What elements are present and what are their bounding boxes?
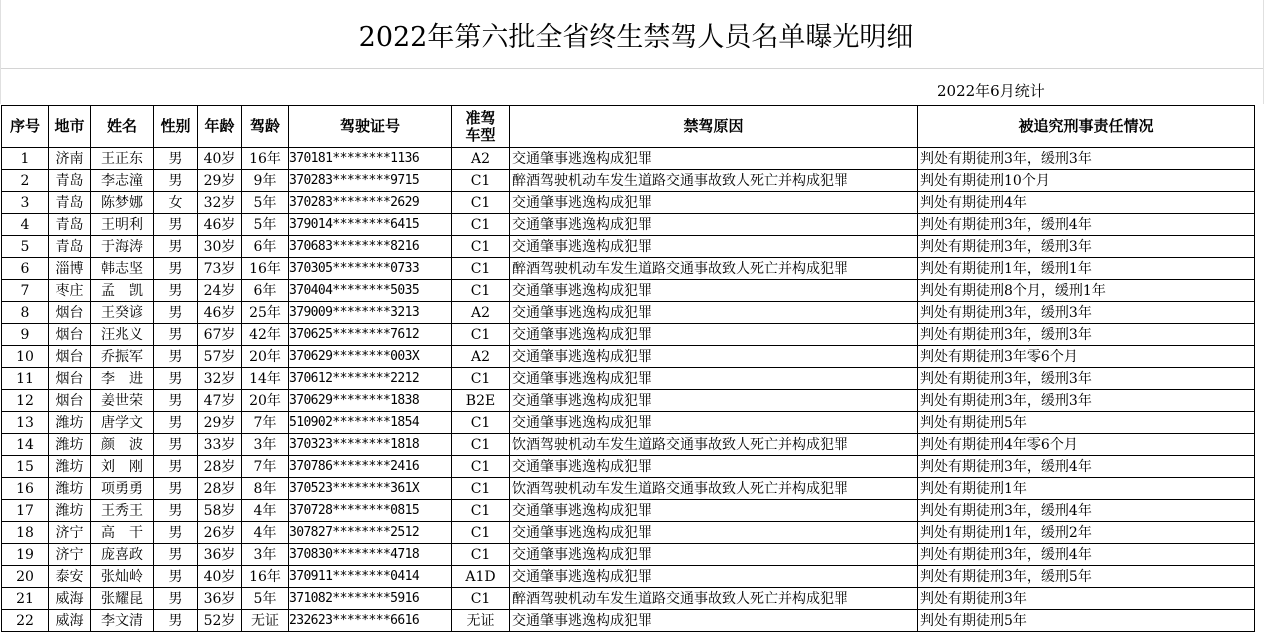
- cell-gender: 男: [154, 456, 198, 478]
- cell-name: 陈梦娜: [91, 192, 154, 214]
- cell-criminal-liability: 判处有期徒刑3年，缓刑4年: [918, 214, 1255, 236]
- cell-criminal-liability: 判处有期徒刑3年，缓刑3年: [918, 368, 1255, 390]
- cell-driving-years: 25年: [242, 302, 289, 324]
- cell-seq: 13: [2, 412, 49, 434]
- stat-note: 2022年6月统计: [937, 82, 1045, 100]
- cell-vehicle-class: A2: [452, 302, 510, 324]
- cell-ban-reason: 交通肇事逃逸构成犯罪: [510, 522, 918, 544]
- cell-seq: 4: [2, 214, 49, 236]
- cell-gender: 男: [154, 214, 198, 236]
- cell-age: 32岁: [198, 192, 242, 214]
- cell-gender: 男: [154, 588, 198, 610]
- cell-gender: 男: [154, 258, 198, 280]
- cell-driving-years: 14年: [242, 368, 289, 390]
- cell-ban-reason: 醉酒驾驶机动车发生道路交通事故致人死亡并构成犯罪: [510, 258, 918, 280]
- cell-gender: 男: [154, 346, 198, 368]
- table-row: [2, 566, 1255, 588]
- cell-criminal-liability: 判处有期徒刑3年零6个月: [918, 346, 1255, 368]
- cell-criminal-liability: 判处有期徒刑3年，缓刑5年: [918, 566, 1255, 588]
- cell-license-no: 510902********1854: [289, 412, 452, 434]
- cell-driving-years: 9年: [242, 170, 289, 192]
- cell-name: 韩志坚: [91, 258, 154, 280]
- table-row: [2, 368, 1255, 390]
- cell-gender: 男: [154, 236, 198, 258]
- cell-seq: 5: [2, 236, 49, 258]
- cell-city: 青岛: [49, 170, 91, 192]
- cell-vehicle-class: C1: [452, 170, 510, 192]
- cell-ban-reason: 交通肇事逃逸构成犯罪: [510, 412, 918, 434]
- column-header-age: 年龄: [198, 106, 242, 148]
- cell-vehicle-class: B2E: [452, 390, 510, 412]
- cell-seq: 3: [2, 192, 49, 214]
- cell-seq: 1: [2, 148, 49, 170]
- cell-age: 36岁: [198, 588, 242, 610]
- cell-seq: 22: [2, 610, 49, 632]
- cell-name: 庞喜政: [91, 544, 154, 566]
- cell-driving-years: 7年: [242, 456, 289, 478]
- cell-ban-reason: 交通肇事逃逸构成犯罪: [510, 346, 918, 368]
- cell-license-no: 370786********2416: [289, 456, 452, 478]
- table-row: [2, 324, 1255, 346]
- cell-age: 40岁: [198, 566, 242, 588]
- cell-criminal-liability: 判处有期徒刑8个月，缓刑1年: [918, 280, 1255, 302]
- cell-driving-years: 7年: [242, 412, 289, 434]
- table-row: [2, 214, 1255, 236]
- cell-gender: 男: [154, 412, 198, 434]
- cell-name: 王秀王: [91, 500, 154, 522]
- table-row: [2, 302, 1255, 324]
- table-row: [2, 258, 1255, 280]
- cell-vehicle-class: C1: [452, 324, 510, 346]
- table-row: [2, 456, 1255, 478]
- cell-driving-years: 20年: [242, 346, 289, 368]
- cell-seq: 10: [2, 346, 49, 368]
- cell-seq: 8: [2, 302, 49, 324]
- cell-license-no: 370629********003X: [289, 346, 452, 368]
- cell-ban-reason: 醉酒驾驶机动车发生道路交通事故致人死亡并构成犯罪: [510, 170, 918, 192]
- cell-driving-years: 3年: [242, 544, 289, 566]
- cell-gender: 男: [154, 522, 198, 544]
- column-header-gender: 性别: [154, 106, 198, 148]
- cell-vehicle-class: A2: [452, 148, 510, 170]
- cell-seq: 6: [2, 258, 49, 280]
- cell-criminal-liability: 判处有期徒刑3年，缓刑3年: [918, 390, 1255, 412]
- cell-license-no: 370683********8216: [289, 236, 452, 258]
- cell-criminal-liability: 判处有期徒刑4年: [918, 192, 1255, 214]
- cell-city: 青岛: [49, 214, 91, 236]
- cell-age: 67岁: [198, 324, 242, 346]
- cell-seq: 9: [2, 324, 49, 346]
- cell-name: 李志潼: [91, 170, 154, 192]
- column-header-ban-reason: 禁驾原因: [510, 106, 918, 148]
- cell-ban-reason: 交通肇事逃逸构成犯罪: [510, 566, 918, 588]
- cell-name: 李 进: [91, 368, 154, 390]
- cell-criminal-liability: 判处有期徒刑3年，缓刑3年: [918, 324, 1255, 346]
- column-header-vehicle-class: 准驾 车型: [452, 106, 510, 148]
- cell-seq: 11: [2, 368, 49, 390]
- cell-gender: 男: [154, 544, 198, 566]
- table-row: [2, 610, 1255, 632]
- cell-license-no: 307827********2512: [289, 522, 452, 544]
- cell-age: 26岁: [198, 522, 242, 544]
- cell-city: 烟台: [49, 390, 91, 412]
- cell-driving-years: 20年: [242, 390, 289, 412]
- table-row: [2, 280, 1255, 302]
- cell-city: 烟台: [49, 302, 91, 324]
- cell-name: 王癸谚: [91, 302, 154, 324]
- cell-name: 项勇勇: [91, 478, 154, 500]
- cell-age: 46岁: [198, 214, 242, 236]
- column-header-name: 姓名: [91, 106, 154, 148]
- cell-license-no: 370728********0815: [289, 500, 452, 522]
- cell-city: 潍坊: [49, 412, 91, 434]
- cell-driving-years: 16年: [242, 258, 289, 280]
- cell-city: 威海: [49, 610, 91, 632]
- column-header-criminal-liability: 被追究刑事责任情况: [918, 106, 1255, 148]
- cell-vehicle-class: A1D: [452, 566, 510, 588]
- cell-ban-reason: 交通肇事逃逸构成犯罪: [510, 280, 918, 302]
- cell-gender: 男: [154, 302, 198, 324]
- cell-criminal-liability: 判处有期徒刑1年，缓刑2年: [918, 522, 1255, 544]
- table-row: [2, 500, 1255, 522]
- column-header-seq: 序号: [2, 106, 49, 148]
- cell-vehicle-class: C1: [452, 236, 510, 258]
- cell-gender: 男: [154, 280, 198, 302]
- cell-ban-reason: 交通肇事逃逸构成犯罪: [510, 214, 918, 236]
- cell-vehicle-class: C1: [452, 368, 510, 390]
- cell-license-no: 370830********4718: [289, 544, 452, 566]
- cell-age: 73岁: [198, 258, 242, 280]
- cell-seq: 20: [2, 566, 49, 588]
- cell-seq: 16: [2, 478, 49, 500]
- cell-seq: 7: [2, 280, 49, 302]
- cell-ban-reason: 交通肇事逃逸构成犯罪: [510, 192, 918, 214]
- cell-gender: 女: [154, 192, 198, 214]
- cell-criminal-liability: 判处有期徒刑3年，缓刑3年: [918, 302, 1255, 324]
- cell-license-no: 370323********1818: [289, 434, 452, 456]
- cell-ban-reason: 交通肇事逃逸构成犯罪: [510, 236, 918, 258]
- cell-city: 烟台: [49, 324, 91, 346]
- cell-age: 58岁: [198, 500, 242, 522]
- cell-seq: 15: [2, 456, 49, 478]
- cell-age: 29岁: [198, 170, 242, 192]
- cell-ban-reason: 醉酒驾驶机动车发生道路交通事故致人死亡并构成犯罪: [510, 588, 918, 610]
- cell-criminal-liability: 判处有期徒刑10个月: [918, 170, 1255, 192]
- cell-ban-reason: 交通肇事逃逸构成犯罪: [510, 456, 918, 478]
- cell-name: 乔振军: [91, 346, 154, 368]
- cell-age: 28岁: [198, 456, 242, 478]
- cell-criminal-liability: 判处有期徒刑3年，缓刑3年: [918, 236, 1255, 258]
- table-row: [2, 148, 1255, 170]
- cell-city: 烟台: [49, 368, 91, 390]
- cell-criminal-liability: 判处有期徒刑3年，缓刑4年: [918, 456, 1255, 478]
- cell-city: 潍坊: [49, 478, 91, 500]
- table-header-row: [2, 106, 1255, 148]
- cell-ban-reason: 交通肇事逃逸构成犯罪: [510, 500, 918, 522]
- cell-criminal-liability: 判处有期徒刑3年，缓刑4年: [918, 500, 1255, 522]
- cell-gender: 男: [154, 170, 198, 192]
- cell-ban-reason: 交通肇事逃逸构成犯罪: [510, 324, 918, 346]
- cell-driving-years: 8年: [242, 478, 289, 500]
- cell-vehicle-class: C1: [452, 588, 510, 610]
- cell-gender: 男: [154, 478, 198, 500]
- table-row: [2, 588, 1255, 610]
- table-row: [2, 478, 1255, 500]
- cell-vehicle-class: A2: [452, 346, 510, 368]
- cell-vehicle-class: 无证: [452, 610, 510, 632]
- cell-gender: 男: [154, 434, 198, 456]
- table-row: [2, 390, 1255, 412]
- cell-ban-reason: 饮酒驾驶机动车发生道路交通事故致人死亡并构成犯罪: [510, 434, 918, 456]
- cell-ban-reason: 交通肇事逃逸构成犯罪: [510, 368, 918, 390]
- cell-city: 潍坊: [49, 456, 91, 478]
- cell-driving-years: 4年: [242, 500, 289, 522]
- cell-vehicle-class: C1: [452, 214, 510, 236]
- table-row: [2, 544, 1255, 566]
- cell-license-no: 379009********3213: [289, 302, 452, 324]
- cell-gender: 男: [154, 368, 198, 390]
- table-row: [2, 522, 1255, 544]
- cell-criminal-liability: 判处有期徒刑4年零6个月: [918, 434, 1255, 456]
- cell-age: 40岁: [198, 148, 242, 170]
- cell-criminal-liability: 判处有期徒刑3年，缓刑3年: [918, 148, 1255, 170]
- cell-gender: 男: [154, 390, 198, 412]
- cell-name: 刘 刚: [91, 456, 154, 478]
- cell-driving-years: 5年: [242, 588, 289, 610]
- cell-license-no: 370911********0414: [289, 566, 452, 588]
- cell-seq: 12: [2, 390, 49, 412]
- cell-license-no: 370283********9715: [289, 170, 452, 192]
- cell-gender: 男: [154, 610, 198, 632]
- cell-name: 王正东: [91, 148, 154, 170]
- cell-name: 王明利: [91, 214, 154, 236]
- cell-criminal-liability: 判处有期徒刑5年: [918, 412, 1255, 434]
- cell-driving-years: 无证: [242, 610, 289, 632]
- cell-vehicle-class: C1: [452, 478, 510, 500]
- cell-city: 青岛: [49, 192, 91, 214]
- cell-license-no: 370625********7612: [289, 324, 452, 346]
- cell-license-no: 379014********6415: [289, 214, 452, 236]
- cell-vehicle-class: C1: [452, 500, 510, 522]
- column-header-license-no: 驾驶证号: [289, 106, 452, 148]
- cell-driving-years: 6年: [242, 280, 289, 302]
- cell-name: 姜世荣: [91, 390, 154, 412]
- roster-table: [1, 105, 1255, 632]
- cell-driving-years: 42年: [242, 324, 289, 346]
- cell-age: 33岁: [198, 434, 242, 456]
- cell-age: 57岁: [198, 346, 242, 368]
- cell-city: 济宁: [49, 522, 91, 544]
- cell-city: 威海: [49, 588, 91, 610]
- cell-city: 泰安: [49, 566, 91, 588]
- cell-vehicle-class: C1: [452, 456, 510, 478]
- cell-driving-years: 5年: [242, 214, 289, 236]
- cell-vehicle-class: C1: [452, 280, 510, 302]
- cell-name: 张耀昆: [91, 588, 154, 610]
- cell-ban-reason: 交通肇事逃逸构成犯罪: [510, 302, 918, 324]
- cell-name: 唐学文: [91, 412, 154, 434]
- page-title: 2022年第六批全省终生禁驾人员名单曝光明细: [358, 21, 914, 53]
- cell-city: 潍坊: [49, 434, 91, 456]
- cell-city: 青岛: [49, 236, 91, 258]
- cell-ban-reason: 交通肇事逃逸构成犯罪: [510, 610, 918, 632]
- cell-criminal-liability: 判处有期徒刑1年，缓刑1年: [918, 258, 1255, 280]
- cell-name: 汪兆义: [91, 324, 154, 346]
- cell-gender: 男: [154, 566, 198, 588]
- cell-vehicle-class: C1: [452, 434, 510, 456]
- cell-age: 24岁: [198, 280, 242, 302]
- cell-age: 46岁: [198, 302, 242, 324]
- title-row: [0, 0, 1264, 69]
- cell-ban-reason: 交通肇事逃逸构成犯罪: [510, 544, 918, 566]
- cell-license-no: 370404********5035: [289, 280, 452, 302]
- cell-ban-reason: 交通肇事逃逸构成犯罪: [510, 390, 918, 412]
- cell-license-no: 370612********2212: [289, 368, 452, 390]
- cell-age: 28岁: [198, 478, 242, 500]
- cell-driving-years: 16年: [242, 566, 289, 588]
- cell-driving-years: 4年: [242, 522, 289, 544]
- cell-vehicle-class: C1: [452, 258, 510, 280]
- cell-name: 张灿岭: [91, 566, 154, 588]
- column-header-city: 地市: [49, 106, 91, 148]
- cell-age: 29岁: [198, 412, 242, 434]
- cell-license-no: 370305********0733: [289, 258, 452, 280]
- cell-license-no: 370523********361X: [289, 478, 452, 500]
- cell-gender: 男: [154, 148, 198, 170]
- cell-seq: 17: [2, 500, 49, 522]
- table-row: [2, 412, 1255, 434]
- cell-name: 颜 波: [91, 434, 154, 456]
- cell-vehicle-class: C1: [452, 412, 510, 434]
- cell-vehicle-class: C1: [452, 544, 510, 566]
- cell-seq: 21: [2, 588, 49, 610]
- cell-age: 36岁: [198, 544, 242, 566]
- cell-name: 孟 凯: [91, 280, 154, 302]
- cell-age: 32岁: [198, 368, 242, 390]
- cell-city: 枣庄: [49, 280, 91, 302]
- cell-seq: 18: [2, 522, 49, 544]
- cell-license-no: 370629********1838: [289, 390, 452, 412]
- table-row: [2, 170, 1255, 192]
- table-row: [2, 434, 1255, 456]
- cell-license-no: 370283********2629: [289, 192, 452, 214]
- table-row: [2, 346, 1255, 368]
- cell-name: 高 干: [91, 522, 154, 544]
- cell-seq: 2: [2, 170, 49, 192]
- cell-age: 47岁: [198, 390, 242, 412]
- cell-city: 潍坊: [49, 500, 91, 522]
- cell-driving-years: 16年: [242, 148, 289, 170]
- table-body: [2, 148, 1255, 632]
- table-row: [2, 236, 1255, 258]
- cell-city: 济南: [49, 148, 91, 170]
- cell-criminal-liability: 判处有期徒刑3年，缓刑4年: [918, 544, 1255, 566]
- cell-city: 烟台: [49, 346, 91, 368]
- cell-license-no: 371082********5916: [289, 588, 452, 610]
- cell-driving-years: 3年: [242, 434, 289, 456]
- cell-criminal-liability: 判处有期徒刑3年: [918, 588, 1255, 610]
- cell-ban-reason: 饮酒驾驶机动车发生道路交通事故致人死亡并构成犯罪: [510, 478, 918, 500]
- cell-vehicle-class: C1: [452, 192, 510, 214]
- column-header-driving-years: 驾龄: [242, 106, 289, 148]
- cell-age: 30岁: [198, 236, 242, 258]
- stat-row: [0, 69, 1264, 104]
- cell-seq: 19: [2, 544, 49, 566]
- cell-city: 淄博: [49, 258, 91, 280]
- cell-age: 52岁: [198, 610, 242, 632]
- cell-city: 济宁: [49, 544, 91, 566]
- cell-seq: 14: [2, 434, 49, 456]
- table-row: [2, 192, 1255, 214]
- cell-criminal-liability: 判处有期徒刑5年: [918, 610, 1255, 632]
- cell-name: 于海涛: [91, 236, 154, 258]
- cell-license-no: 370181********1136: [289, 148, 452, 170]
- cell-ban-reason: 交通肇事逃逸构成犯罪: [510, 148, 918, 170]
- cell-name: 李文清: [91, 610, 154, 632]
- cell-license-no: 232623********6616: [289, 610, 452, 632]
- cell-driving-years: 6年: [242, 236, 289, 258]
- cell-driving-years: 5年: [242, 192, 289, 214]
- cell-gender: 男: [154, 324, 198, 346]
- cell-criminal-liability: 判处有期徒刑1年: [918, 478, 1255, 500]
- cell-vehicle-class: C1: [452, 522, 510, 544]
- cell-gender: 男: [154, 500, 198, 522]
